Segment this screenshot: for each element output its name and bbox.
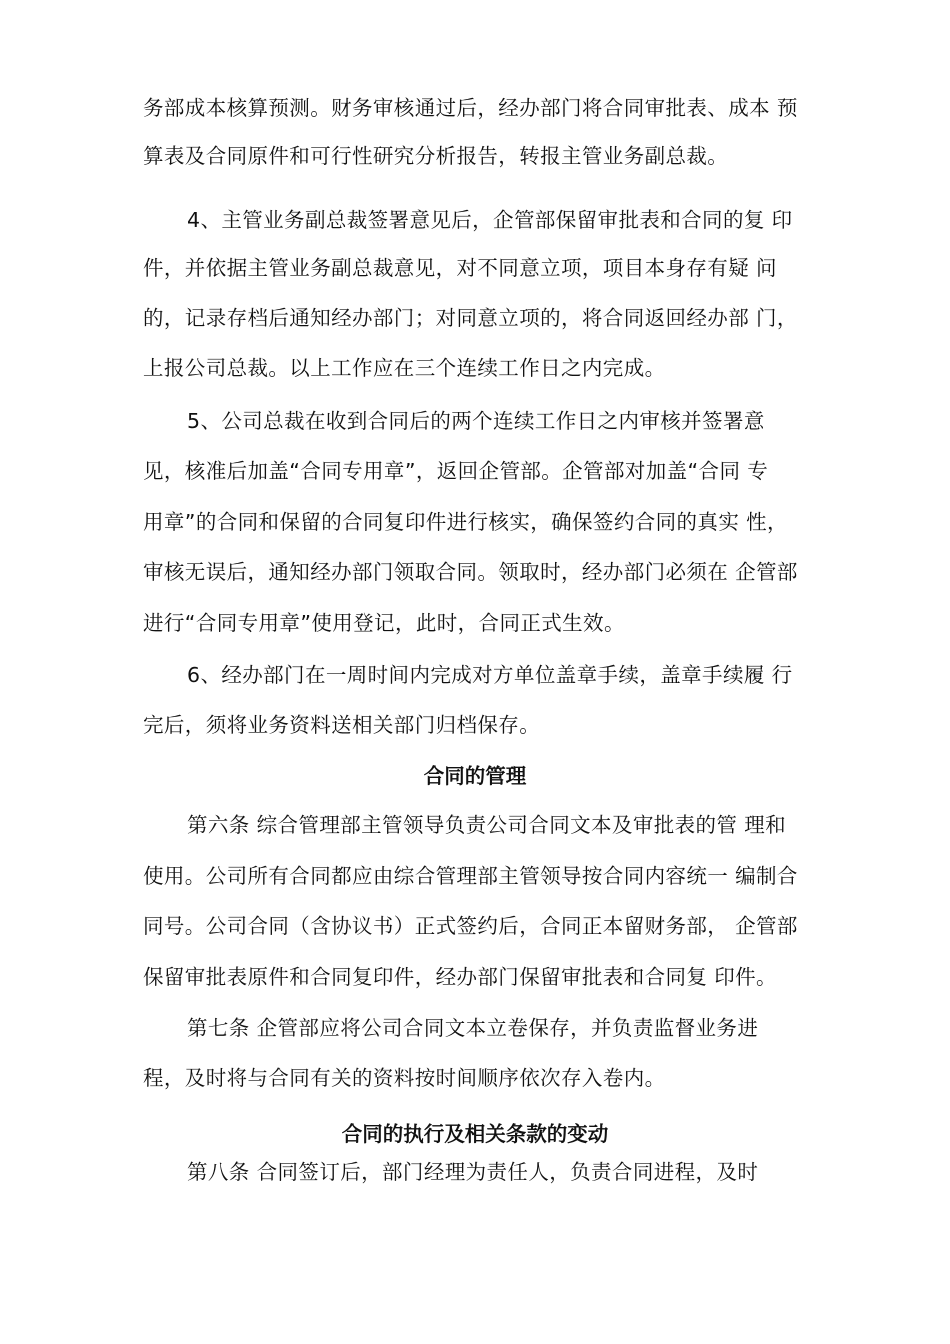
p1-line-1: 务部成本核算预测。财务审核通过后，经办部门将合同审批表、成本 预 <box>143 96 798 120</box>
p5-line-4: 保留审批表原件和合同复印件，经办部门保留审批表和合同复 印件。 <box>143 965 777 989</box>
p2-line-3: 的，记录存档后通知经办部门；对同意立项的，将合同返回经办部 门， <box>143 306 798 330</box>
section-heading-contract-management: 合同的管理 <box>423 764 527 788</box>
p3-line-1: 5、公司总裁在收到合同后的两个连续工作日之内审核并签署意 <box>187 409 765 433</box>
section-heading-contract-execution: 合同的执行及相关条款的变动 <box>341 1122 609 1146</box>
p5-line-2: 使用。公司所有合同都应由综合管理部主管领导按合同内容统一 编制合 <box>143 864 798 888</box>
p2-line-1: 4、主管业务副总裁签署意见后，企管部保留审批表和合同的复 印 <box>187 208 793 232</box>
p2-line-4: 上报公司总裁。以上工作应在三个连续工作日之内完成。 <box>143 356 666 380</box>
p7-line-1: 第八条 合同签订后，部门经理为责任人，负责合同进程，及时 <box>187 1160 759 1184</box>
p1-line-2: 算表及合同原件和可行性研究分析报告，转报主管业务副总裁。 <box>143 144 729 168</box>
p3-line-2: 见，核准后加盖“合同专用章”，返回企管部。企管部对加盖“合同 专 <box>143 459 769 483</box>
p2-line-2: 件，并依据主管业务副总裁意见，对不同意立项，项目本身存有疑 问 <box>143 256 777 280</box>
p5-line-3: 同号。公司合同（含协议书）正式签约后，合同正本留财务部， 企管部 <box>143 914 798 938</box>
p3-line-3: 用章”的合同和保留的合同复印件进行核实，确保签约合同的真实 性， <box>143 510 788 534</box>
p5-line-1: 第六条 综合管理部主管领导负责公司合同文本及审批表的管 理和 <box>187 813 787 837</box>
p3-line-4: 审核无误后，通知经办部门领取合同。领取时，经办部门必须在 企管部 <box>143 560 798 584</box>
p4-line-1: 6、经办部门在一周时间内完成对方单位盖章手续，盖章手续履 行 <box>187 663 793 687</box>
p3-line-5: 进行“合同专用章”使用登记，此时，合同正式生效。 <box>143 611 625 635</box>
p6-line-1: 第七条 企管部应将公司合同文本立卷保存，并负责监督业务进 <box>187 1016 759 1040</box>
p4-line-2: 完后，须将业务资料送相关部门归档保存。 <box>143 713 541 737</box>
p6-line-2: 程，及时将与合同有关的资料按时间顺序依次存入卷内。 <box>143 1066 666 1090</box>
